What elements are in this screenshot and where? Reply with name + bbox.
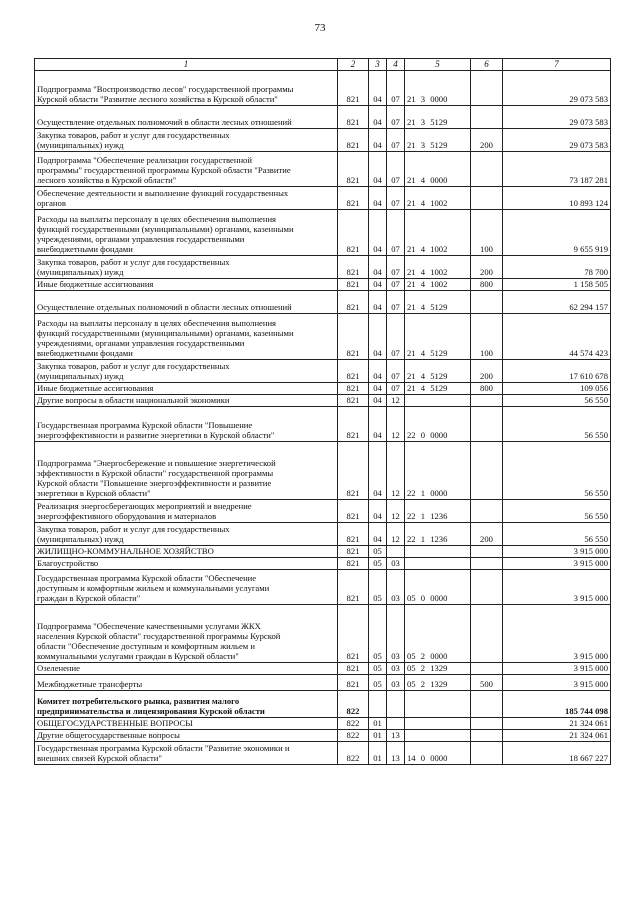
table-row xyxy=(35,690,611,717)
table-row xyxy=(35,662,611,674)
table-row xyxy=(35,382,611,394)
target-article-code: 05 2 0000 xyxy=(405,604,471,662)
subsection-code: 07 xyxy=(387,105,405,128)
target-article-code: 21 4 0000 xyxy=(405,151,471,186)
amount: 3 915 000 xyxy=(503,604,611,662)
expense-type-code xyxy=(471,105,503,128)
section-code: 04 xyxy=(369,313,387,359)
table-row xyxy=(35,522,611,545)
item-name: Закупка товаров, работ и услуг для государственных (муниципальных) нужд xyxy=(35,128,338,151)
table-row xyxy=(35,255,611,278)
header-cell: 1 xyxy=(35,59,338,71)
target-article-code xyxy=(405,557,471,569)
target-article-code: 21 4 1002 xyxy=(405,209,471,255)
subsection-code: 07 xyxy=(387,186,405,209)
ministry-code: 821 xyxy=(338,604,369,662)
ministry-code: 821 xyxy=(338,128,369,151)
item-name: Иные бюджетные ассигнования xyxy=(35,382,338,394)
item-name: Комитет потребительского рынка, развития малого предпринимательства и лицензирования Курской области xyxy=(35,690,338,717)
section-code: 04 xyxy=(369,382,387,394)
section-code xyxy=(369,690,387,717)
amount: 29 073 583 xyxy=(503,105,611,128)
target-article-code: 21 3 5129 xyxy=(405,128,471,151)
section-code: 05 xyxy=(369,545,387,557)
target-article-code: 21 4 1002 xyxy=(405,278,471,290)
ministry-code: 821 xyxy=(338,290,369,313)
subsection-code: 07 xyxy=(387,255,405,278)
header-cell: 3 xyxy=(369,59,387,71)
target-article-code: 21 4 5129 xyxy=(405,290,471,313)
item-name: Расходы на выплаты персоналу в целях обеспечения выполнения функций государственными (муниципальными) органами, казенными учреждениями, органами управления государственными внебюджетными фондами xyxy=(35,209,338,255)
expense-type-code xyxy=(471,741,503,764)
target-article-code: 21 4 1002 xyxy=(405,186,471,209)
table-row xyxy=(35,406,611,441)
amount: 56 550 xyxy=(503,522,611,545)
subsection-code: 07 xyxy=(387,313,405,359)
table-row xyxy=(35,313,611,359)
expense-type-code: 200 xyxy=(471,522,503,545)
target-article-code: 22 1 0000 xyxy=(405,441,471,499)
section-code: 05 xyxy=(369,557,387,569)
item-name: Озеленение xyxy=(35,662,338,674)
ministry-code: 821 xyxy=(338,151,369,186)
subsection-code: 03 xyxy=(387,662,405,674)
item-name: Осуществление отдельных полномочий в области лесных отношений xyxy=(35,290,338,313)
subsection-code: 07 xyxy=(387,290,405,313)
budget-table xyxy=(34,58,611,765)
expense-type-code xyxy=(471,545,503,557)
subsection-code: 13 xyxy=(387,741,405,764)
item-name: Другие общегосударственные вопросы xyxy=(35,729,338,741)
target-article-code: 22 1 1236 xyxy=(405,522,471,545)
amount: 62 294 157 xyxy=(503,290,611,313)
section-code: 04 xyxy=(369,394,387,406)
ministry-code: 821 xyxy=(338,499,369,522)
subsection-code xyxy=(387,545,405,557)
ministry-code: 821 xyxy=(338,186,369,209)
item-name: Закупка товаров, работ и услуг для государственных (муниципальных) нужд xyxy=(35,255,338,278)
target-article-code: 21 3 0000 xyxy=(405,70,471,105)
subsection-code: 12 xyxy=(387,394,405,406)
expense-type-code xyxy=(471,186,503,209)
expense-type-code xyxy=(471,406,503,441)
ministry-code: 822 xyxy=(338,690,369,717)
section-code: 04 xyxy=(369,255,387,278)
table-row xyxy=(35,741,611,764)
ministry-code: 821 xyxy=(338,662,369,674)
amount: 3 915 000 xyxy=(503,545,611,557)
section-code: 05 xyxy=(369,674,387,690)
section-code: 04 xyxy=(369,105,387,128)
subsection-code: 07 xyxy=(387,382,405,394)
expense-type-code xyxy=(471,394,503,406)
amount: 73 187 281 xyxy=(503,151,611,186)
target-article-code xyxy=(405,729,471,741)
amount: 1 158 505 xyxy=(503,278,611,290)
target-article-code: 21 4 5129 xyxy=(405,313,471,359)
section-code: 04 xyxy=(369,209,387,255)
item-name: Закупка товаров, работ и услуг для государственных (муниципальных) нужд xyxy=(35,359,338,382)
section-code: 05 xyxy=(369,569,387,604)
table-row xyxy=(35,674,611,690)
amount: 3 915 000 xyxy=(503,557,611,569)
table-row xyxy=(35,209,611,255)
subsection-code: 12 xyxy=(387,441,405,499)
expense-type-code: 800 xyxy=(471,278,503,290)
amount: 29 073 583 xyxy=(503,70,611,105)
section-code: 04 xyxy=(369,278,387,290)
header-cell: 4 xyxy=(387,59,405,71)
amount: 9 655 919 xyxy=(503,209,611,255)
expense-type-code: 500 xyxy=(471,674,503,690)
expense-type-code xyxy=(471,151,503,186)
ministry-code: 821 xyxy=(338,441,369,499)
ministry-code: 821 xyxy=(338,394,369,406)
item-name: Иные бюджетные ассигнования xyxy=(35,278,338,290)
expense-type-code xyxy=(471,662,503,674)
target-article-code: 22 1 1236 xyxy=(405,499,471,522)
expense-type-code: 200 xyxy=(471,255,503,278)
amount: 3 915 000 xyxy=(503,674,611,690)
table-row xyxy=(35,186,611,209)
amount: 18 667 227 xyxy=(503,741,611,764)
ministry-code: 821 xyxy=(338,522,369,545)
table-row xyxy=(35,569,611,604)
item-name: Межбюджетные трансферты xyxy=(35,674,338,690)
amount: 17 610 678 xyxy=(503,359,611,382)
item-name: Государственная программа Курской области "Повышение энергоэффективности и развитие энергетики в Курской области" xyxy=(35,406,338,441)
subsection-code: 07 xyxy=(387,209,405,255)
item-name: Осуществление отдельных полномочий в области лесных отношений xyxy=(35,105,338,128)
amount: 3 915 000 xyxy=(503,662,611,674)
subsection-code xyxy=(387,690,405,717)
section-code: 04 xyxy=(369,186,387,209)
section-code: 01 xyxy=(369,729,387,741)
expense-type-code xyxy=(471,604,503,662)
subsection-code: 07 xyxy=(387,278,405,290)
ministry-code: 821 xyxy=(338,105,369,128)
section-code: 04 xyxy=(369,290,387,313)
amount: 56 550 xyxy=(503,441,611,499)
section-code: 01 xyxy=(369,717,387,729)
table-row xyxy=(35,128,611,151)
amount: 78 700 xyxy=(503,255,611,278)
expense-type-code: 800 xyxy=(471,382,503,394)
item-name: Подпрограмма "Обеспечение реализации государственной программы" государственной программы Курской области "Развитие лесного хозяйства в Курской области" xyxy=(35,151,338,186)
target-article-code: 05 2 1329 xyxy=(405,662,471,674)
expense-type-code xyxy=(471,690,503,717)
amount: 56 550 xyxy=(503,499,611,522)
table-row xyxy=(35,717,611,729)
subsection-code: 13 xyxy=(387,729,405,741)
item-name: ЖИЛИЩНО-КОММУНАЛЬНОЕ ХОЗЯЙСТВО xyxy=(35,545,338,557)
expense-type-code: 200 xyxy=(471,128,503,151)
target-article-code: 21 4 5129 xyxy=(405,359,471,382)
expense-type-code: 100 xyxy=(471,209,503,255)
table-row xyxy=(35,604,611,662)
target-article-code xyxy=(405,394,471,406)
amount: 21 324 061 xyxy=(503,729,611,741)
ministry-code: 821 xyxy=(338,278,369,290)
item-name: Расходы на выплаты персоналу в целях обеспечения выполнения функций государственными (муниципальными) органами, казенными учреждениями, органами управления государственными внебюджетными фондами xyxy=(35,313,338,359)
expense-type-code xyxy=(471,499,503,522)
table-row xyxy=(35,394,611,406)
section-code: 04 xyxy=(369,70,387,105)
subsection-code: 07 xyxy=(387,359,405,382)
section-code: 04 xyxy=(369,441,387,499)
header-cell: 5 xyxy=(405,59,471,71)
section-code: 05 xyxy=(369,604,387,662)
section-code: 04 xyxy=(369,359,387,382)
header-cell: 6 xyxy=(471,59,503,71)
item-name: Государственная программа Курской области "Развитие экономики и внешних связей Курской области" xyxy=(35,741,338,764)
table-row xyxy=(35,729,611,741)
section-code: 01 xyxy=(369,741,387,764)
section-code: 04 xyxy=(369,499,387,522)
subsection-code xyxy=(387,717,405,729)
subsection-code: 03 xyxy=(387,674,405,690)
table-row xyxy=(35,557,611,569)
ministry-code: 822 xyxy=(338,729,369,741)
header-row xyxy=(35,59,611,71)
item-name: Государственная программа Курской области "Обеспечение доступным и комфортным жильем и коммунальными услугами граждан в Курской области" xyxy=(35,569,338,604)
expense-type-code xyxy=(471,70,503,105)
subsection-code: 03 xyxy=(387,604,405,662)
subsection-code: 03 xyxy=(387,569,405,604)
ministry-code: 821 xyxy=(338,255,369,278)
expense-type-code xyxy=(471,441,503,499)
target-article-code xyxy=(405,690,471,717)
section-code: 04 xyxy=(369,151,387,186)
amount: 44 574 423 xyxy=(503,313,611,359)
subsection-code: 12 xyxy=(387,522,405,545)
target-article-code: 05 2 1329 xyxy=(405,674,471,690)
ministry-code: 821 xyxy=(338,70,369,105)
item-name: Реализация энергосберегающих мероприятий и внедрение энергоэффективного оборудования и материалов xyxy=(35,499,338,522)
table-row xyxy=(35,359,611,382)
amount: 29 073 583 xyxy=(503,128,611,151)
target-article-code: 14 0 0000 xyxy=(405,741,471,764)
amount: 10 893 124 xyxy=(503,186,611,209)
table-row xyxy=(35,441,611,499)
header-cell: 2 xyxy=(338,59,369,71)
item-name: Обеспечение деятельности и выполнение функций государственных органов xyxy=(35,186,338,209)
table-row xyxy=(35,70,611,105)
item-name: Подпрограмма "Энергосбережение и повышение энергетической эффективности в Курской области" государственной программы Курской области "Повышение энергоэффективности и развитие энергетики в Курской области" xyxy=(35,441,338,499)
target-article-code xyxy=(405,545,471,557)
ministry-code: 821 xyxy=(338,359,369,382)
expense-type-code xyxy=(471,557,503,569)
expense-type-code xyxy=(471,290,503,313)
section-code: 04 xyxy=(369,522,387,545)
amount: 109 056 xyxy=(503,382,611,394)
ministry-code: 821 xyxy=(338,545,369,557)
item-name: Подпрограмма "Обеспечение качественными услугами ЖКХ населения Курской области" государственной программы Курской области "Обеспечение доступным и комфортным жильем и коммунальными услугами граждан в Курской области" xyxy=(35,604,338,662)
amount: 21 324 061 xyxy=(503,717,611,729)
subsection-code: 12 xyxy=(387,499,405,522)
expense-type-code: 100 xyxy=(471,313,503,359)
page-number: 73 xyxy=(314,22,326,34)
section-code: 04 xyxy=(369,406,387,441)
subsection-code: 03 xyxy=(387,557,405,569)
ministry-code: 821 xyxy=(338,557,369,569)
ministry-code: 821 xyxy=(338,569,369,604)
target-article-code: 21 4 5129 xyxy=(405,382,471,394)
item-name: Благоустройство xyxy=(35,557,338,569)
amount: 185 744 098 xyxy=(503,690,611,717)
ministry-code: 822 xyxy=(338,741,369,764)
target-article-code: 22 0 0000 xyxy=(405,406,471,441)
table-row xyxy=(35,499,611,522)
subsection-code: 07 xyxy=(387,151,405,186)
expense-type-code xyxy=(471,569,503,604)
table-row xyxy=(35,151,611,186)
target-article-code xyxy=(405,717,471,729)
section-code: 04 xyxy=(369,128,387,151)
amount: 56 550 xyxy=(503,406,611,441)
table-row xyxy=(35,278,611,290)
target-article-code: 21 4 1002 xyxy=(405,255,471,278)
expense-type-code xyxy=(471,729,503,741)
item-name: Другие вопросы в области национальной экономики xyxy=(35,394,338,406)
amount: 3 915 000 xyxy=(503,569,611,604)
table-row xyxy=(35,545,611,557)
ministry-code: 821 xyxy=(338,313,369,359)
expense-type-code: 200 xyxy=(471,359,503,382)
section-code: 05 xyxy=(369,662,387,674)
subsection-code: 07 xyxy=(387,128,405,151)
subsection-code: 07 xyxy=(387,70,405,105)
table-row xyxy=(35,105,611,128)
subsection-code: 12 xyxy=(387,406,405,441)
expense-type-code xyxy=(471,717,503,729)
ministry-code: 822 xyxy=(338,717,369,729)
ministry-code: 821 xyxy=(338,382,369,394)
item-name: Закупка товаров, работ и услуг для государственных (муниципальных) нужд xyxy=(35,522,338,545)
item-name: ОБЩЕГОСУДАРСТВЕННЫЕ ВОПРОСЫ xyxy=(35,717,338,729)
ministry-code: 821 xyxy=(338,674,369,690)
target-article-code: 21 3 5129 xyxy=(405,105,471,128)
target-article-code: 05 0 0000 xyxy=(405,569,471,604)
table-row xyxy=(35,290,611,313)
header-cell: 7 xyxy=(503,59,611,71)
ministry-code: 821 xyxy=(338,209,369,255)
ministry-code: 821 xyxy=(338,406,369,441)
amount: 56 550 xyxy=(503,394,611,406)
item-name: Подпрограмма "Воспроизводство лесов" государственной программы Курской области "Развитие лесного хозяйства в Курской области" xyxy=(35,70,338,105)
